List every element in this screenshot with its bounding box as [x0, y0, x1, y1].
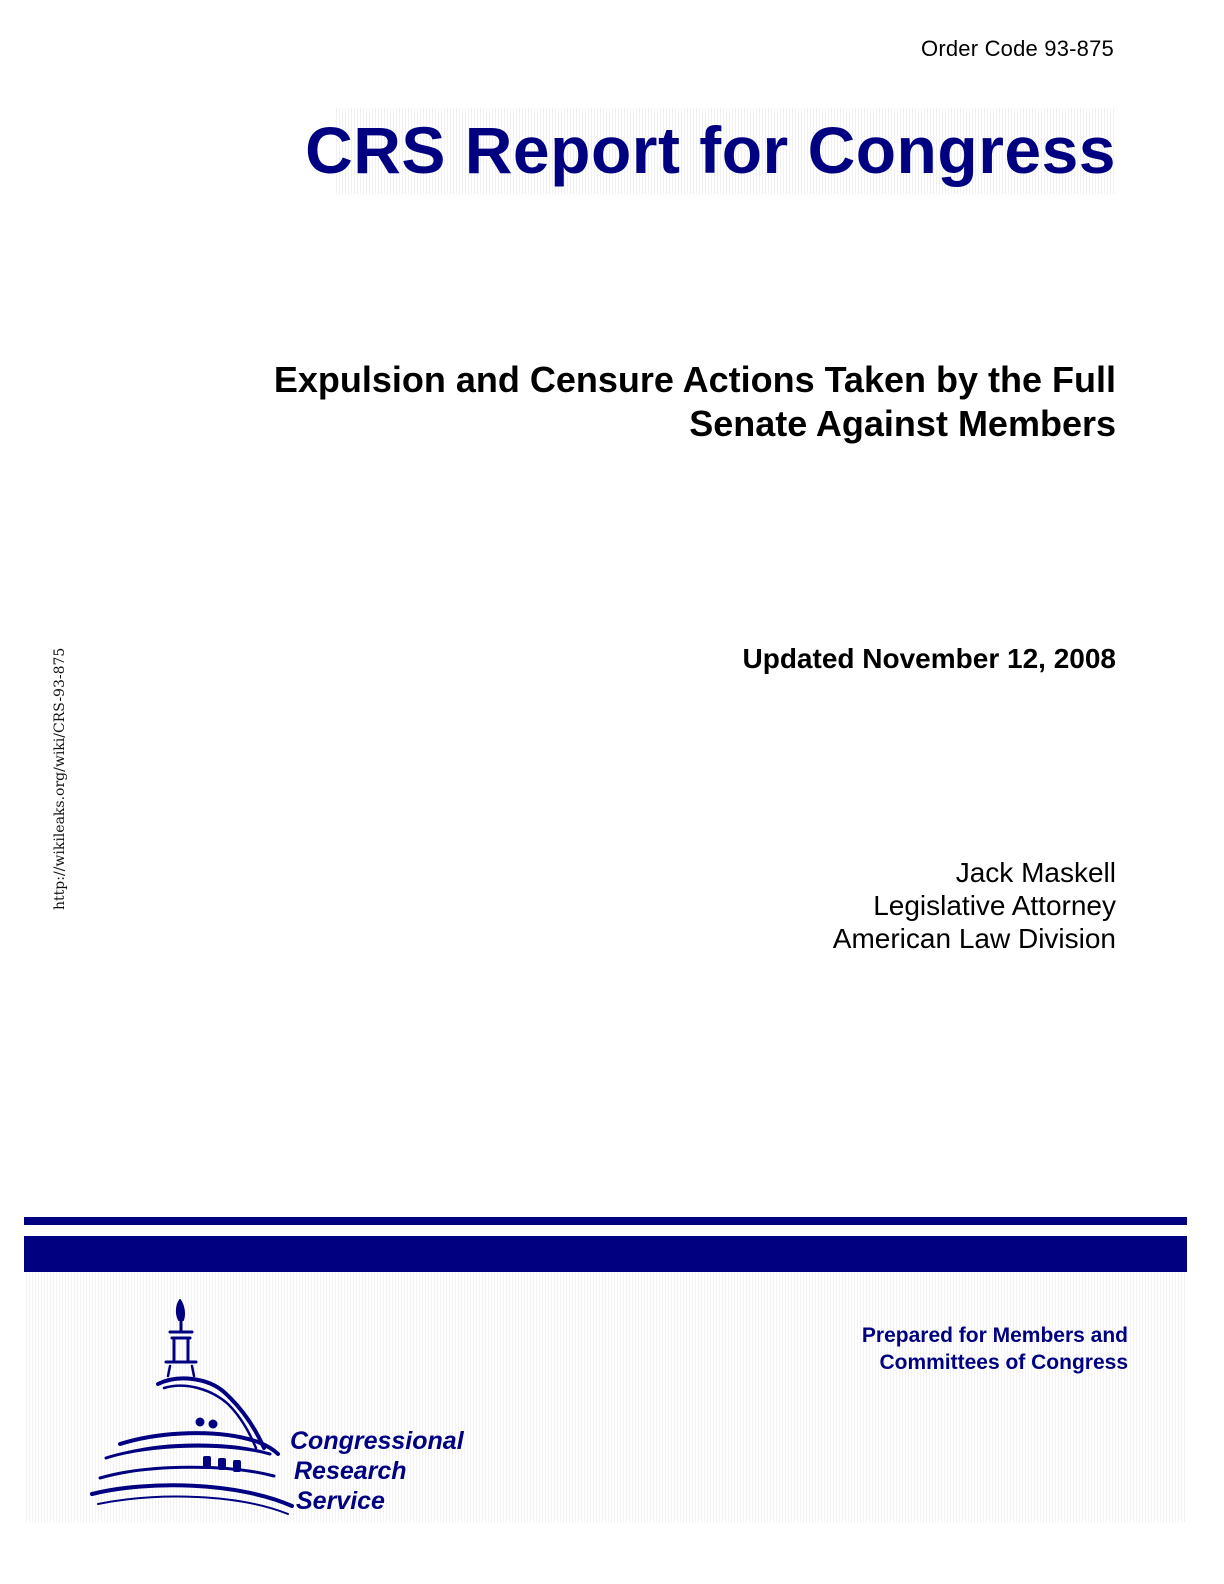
document-title-line-2: Senate Against Members — [689, 403, 1116, 444]
org-line-3: Service — [296, 1487, 385, 1515]
crs-organization-name — [290, 1426, 464, 1516]
author-block — [833, 856, 1116, 955]
author-position: Legislative Attorney — [873, 890, 1116, 921]
document-title-line-1: Expulsion and Censure Actions Taken by the Full — [273, 359, 1116, 400]
prepared-for-statement — [862, 1322, 1128, 1376]
report-series-title: CRS Report for Congress — [305, 113, 1116, 187]
footer-rule-thick — [24, 1236, 1187, 1272]
author-name: Jack Maskell — [955, 857, 1116, 888]
author-division: American Law Division — [832, 923, 1116, 954]
prepared-line-2: Committees of Congress — [879, 1351, 1128, 1374]
document-title — [216, 358, 1116, 446]
org-line-1: Congressional — [290, 1427, 464, 1455]
footer-rule-thin — [24, 1217, 1187, 1225]
prepared-line-1: Prepared for Members and — [861, 1324, 1128, 1347]
side-source-url: http://wikileaks.org/wiki/CRS-93-875 — [52, 647, 68, 910]
order-code: Order Code 93-875 — [921, 36, 1114, 61]
org-line-2: Research — [294, 1457, 407, 1485]
capitol-dome-logo-icon — [88, 1292, 298, 1520]
updated-date: Updated November 12, 2008 — [742, 643, 1116, 674]
